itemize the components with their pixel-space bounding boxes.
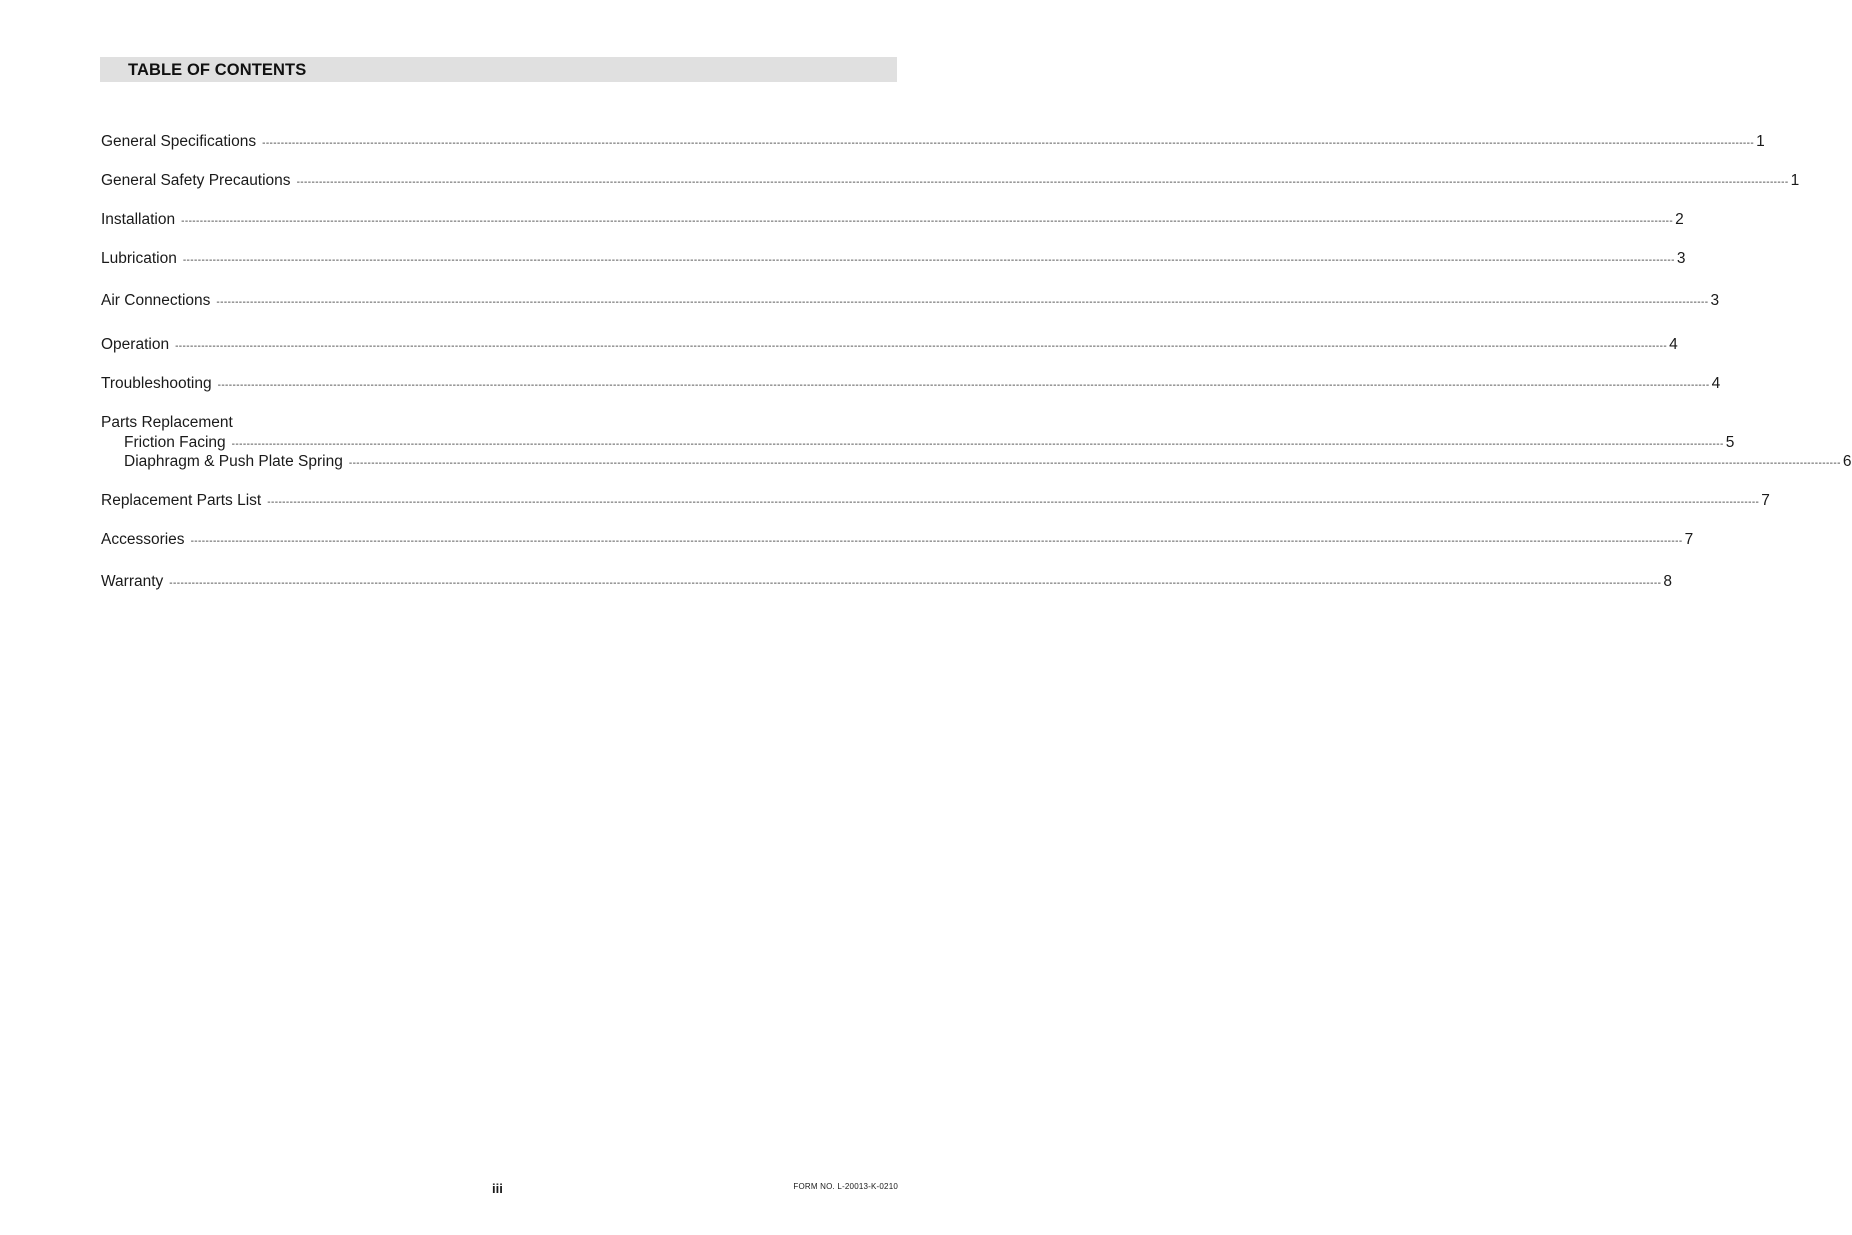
toc-label: General Specifications [101,133,257,150]
toc-label: Troubleshooting [101,375,212,392]
dot-leader: ---------------------------------------------------------------------------------------------------------------------------------------------------------------------------------------------------------------------------------------------------------------------------------------------------------------------------------------------------------------------------------------------------------------- [348,458,1841,469]
dot-leader: ---------------------------------------------------------------------------------------------------------------------------------------------------------------------------------------------------------------------------------------------------------------------------------------------------------------------------------------------------------------------------------------------------------------- [262,138,1755,149]
dot-leader: ---------------------------------------------------------------------------------------------------------------------------------------------------------------------------------------------------------------------------------------------------------------------------------------------------------------------------------------------------------------------------------------------------------------- [231,439,1724,450]
toc-label: Operation [101,336,170,353]
toc-entry-friction-facing[interactable] [124,433,1735,453]
toc-entry-warranty[interactable] [101,572,1672,592]
dot-leader: ---------------------------------------------------------------------------------------------------------------------------------------------------------------------------------------------------------------------------------------------------------------------------------------------------------------------------------------------------------------------------------------------------------------- [216,297,1709,308]
toc-page: 5 [1725,434,1735,451]
toc-label: General Safety Precautions [101,172,291,189]
dot-leader: ---------------------------------------------------------------------------------------------------------------------------------------------------------------------------------------------------------------------------------------------------------------------------------------------------------------------------------------------------------------------------------------------------------------- [190,536,1683,547]
toc-page: 3 [1676,250,1686,267]
toc-label: Installation [101,211,176,228]
toc-entry-lubrication[interactable] [101,249,1686,269]
toc-page: 1 [1790,172,1800,189]
toc-heading-parts-replacement: Parts Replacement [101,414,233,431]
toc-page: 6 [1842,453,1852,470]
toc-entry-replacement-parts-list[interactable] [101,491,1770,511]
dot-leader: ---------------------------------------------------------------------------------------------------------------------------------------------------------------------------------------------------------------------------------------------------------------------------------------------------------------------------------------------------------------------------------------------------------------- [217,380,1710,391]
dot-leader: ---------------------------------------------------------------------------------------------------------------------------------------------------------------------------------------------------------------------------------------------------------------------------------------------------------------------------------------------------------------------------------------------------------------- [175,341,1668,352]
toc-entry-installation[interactable] [101,210,1684,230]
dot-leader: ---------------------------------------------------------------------------------------------------------------------------------------------------------------------------------------------------------------------------------------------------------------------------------------------------------------------------------------------------------------------------------------------------------------- [296,177,1789,188]
toc-label: Friction Facing [124,434,226,451]
dot-leader: ---------------------------------------------------------------------------------------------------------------------------------------------------------------------------------------------------------------------------------------------------------------------------------------------------------------------------------------------------------------------------------------------------------------- [181,216,1674,227]
toc-entry-general-specifications[interactable] [101,132,1765,152]
page-number: iii [492,1181,503,1196]
toc-label: Air Connections [101,292,211,309]
toc-label: Diaphragm & Push Plate Spring [124,453,343,470]
toc-entry-general-safety-precautions[interactable] [101,171,1800,191]
toc-entry-diaphragm-push-plate-spring[interactable] [124,452,1852,472]
dot-leader: ---------------------------------------------------------------------------------------------------------------------------------------------------------------------------------------------------------------------------------------------------------------------------------------------------------------------------------------------------------------------------------------------------------------- [267,497,1760,508]
toc-page: 8 [1663,573,1672,590]
toc-entry-accessories[interactable] [101,530,1694,550]
toc-page: 2 [1675,211,1684,228]
toc-label: Lubrication [101,250,177,267]
toc-label: Replacement Parts List [101,492,262,509]
toc-page: 7 [1761,492,1770,509]
toc-label: Warranty [101,573,164,590]
toc-page: 7 [1684,531,1694,548]
toc-entry-troubleshooting[interactable] [101,374,1721,394]
form-number: FORM NO. L-20013-K-0210 [793,1182,898,1191]
dot-leader: ---------------------------------------------------------------------------------------------------------------------------------------------------------------------------------------------------------------------------------------------------------------------------------------------------------------------------------------------------------------------------------------------------------------- [182,255,1675,266]
toc-header-bar [100,57,897,82]
toc-page: 4 [1711,375,1721,392]
toc-entry-operation[interactable] [101,335,1678,355]
toc-page: 1 [1756,133,1765,150]
toc-entry-air-connections[interactable] [101,291,1720,311]
dot-leader: ---------------------------------------------------------------------------------------------------------------------------------------------------------------------------------------------------------------------------------------------------------------------------------------------------------------------------------------------------------------------------------------------------------------- [169,578,1662,589]
toc-page: 3 [1710,292,1720,309]
toc-label: Accessories [101,531,185,548]
toc-page: 4 [1669,336,1678,353]
page-title: TABLE OF CONTENTS [128,61,307,79]
